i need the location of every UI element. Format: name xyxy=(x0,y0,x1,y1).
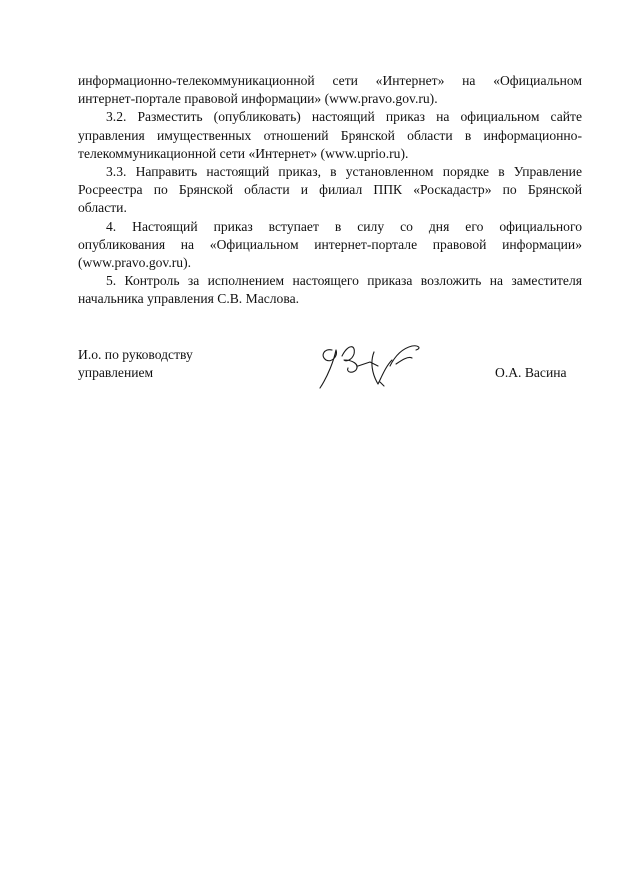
position-line: И.о. по руководству xyxy=(78,347,193,362)
text-line: управления имущественных отношений Брянской области в информационно- xyxy=(78,127,582,143)
text-line: телекоммуникационной сети «Интернет» (www.uprio.ru). xyxy=(78,145,409,161)
signatory-name: О.А. Васина xyxy=(495,365,567,380)
text-line: 4. Настоящий приказ вступает в силу со дня его официального xyxy=(106,218,582,234)
text-line: (www.pravo.gov.ru). xyxy=(78,255,191,271)
text-line: интернет-портале правовой информации» (www.pravo.gov.ru). xyxy=(78,91,438,107)
text-line: 3.2. Разместить (опубликовать) настоящий приказ на официальном сайте xyxy=(106,109,582,125)
text-line: области. xyxy=(78,200,127,216)
document-body xyxy=(78,72,582,309)
paragraph-4 xyxy=(78,218,582,273)
paragraph-3-3 xyxy=(78,163,582,218)
paragraph-publication-portal xyxy=(78,72,582,108)
signatory-position xyxy=(78,346,193,382)
text-line: 5. Контроль за исполнением настоящего приказа возложить на заместителя xyxy=(106,273,582,289)
paragraph-5 xyxy=(78,272,582,308)
paragraph-3-2 xyxy=(78,108,582,163)
position-line: управлением xyxy=(78,365,154,381)
text-line: Росреестра по Брянской области и филиал ППК «Роскадастр» по Брянской xyxy=(78,182,582,198)
handwritten-signature xyxy=(312,336,432,396)
text-line: опубликования на «Официальном интернет-портале правовой информации» xyxy=(78,236,582,252)
text-line: информационно-телекоммуникационной сети «Интернет» на «Официальном xyxy=(78,73,582,88)
text-line: 3.3. Направить настоящий приказ, в установленном порядке в Управление xyxy=(106,164,582,180)
text-line: начальника управления С.В. Маслова. xyxy=(78,291,300,307)
